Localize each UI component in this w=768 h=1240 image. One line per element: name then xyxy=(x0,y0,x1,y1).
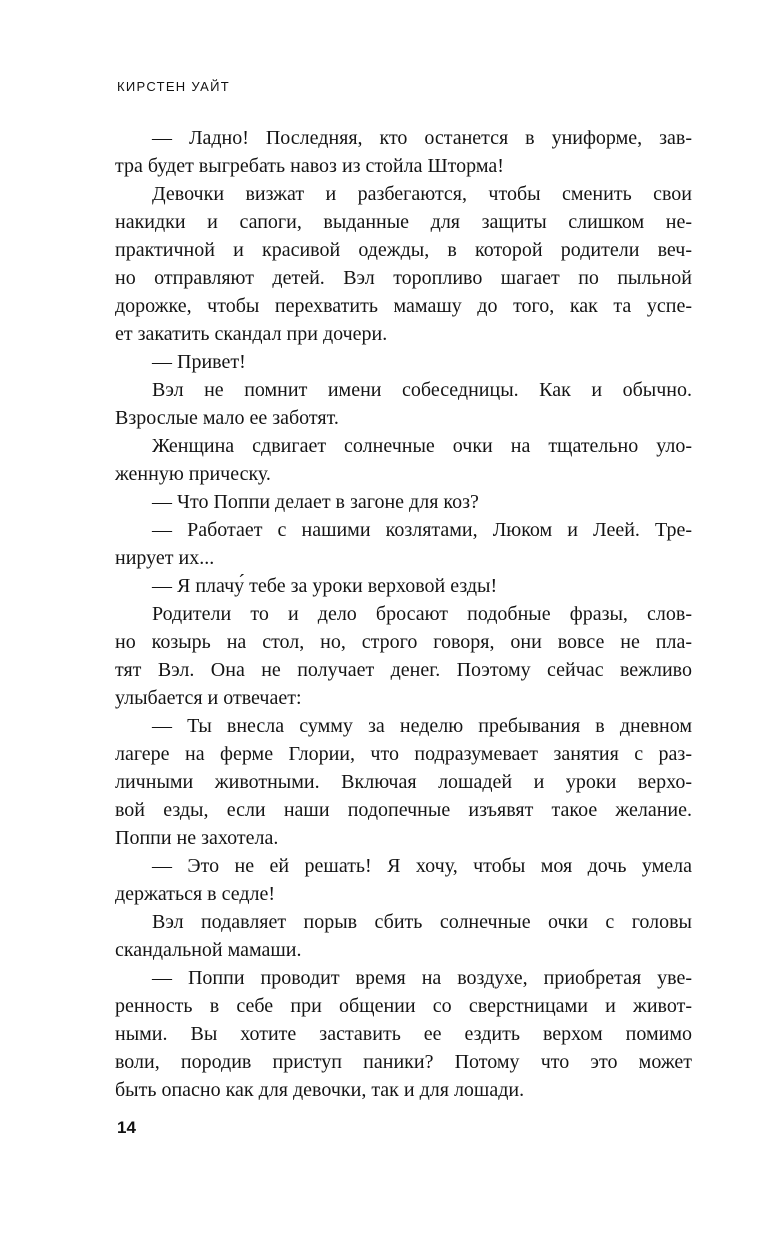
text-line: лагере на ферме Глории, что подразумевает занятия с раз- xyxy=(115,743,692,765)
text-line: — Привет! xyxy=(152,351,246,373)
text-line: — Это не ей решать! Я хочу, чтобы моя дочь умела xyxy=(152,855,692,877)
text-line: но отправляют детей. Вэл торопливо шагает по пыльной xyxy=(115,267,692,289)
text-line: скандальной мамаши. xyxy=(115,939,302,961)
paragraph xyxy=(115,348,692,376)
paragraph xyxy=(115,572,692,600)
paragraph xyxy=(115,712,692,852)
paragraph xyxy=(115,516,692,572)
text-line: нирует их... xyxy=(115,547,215,569)
text-line: Родители то и дело бросают подобные фразы, слов- xyxy=(152,603,692,625)
text-line: Вэл не помнит имени собеседницы. Как и обычно. xyxy=(152,379,692,401)
running-header-author: КИРСТЕН УАЙТ xyxy=(117,79,230,94)
paragraph xyxy=(115,432,692,488)
paragraph xyxy=(115,964,692,1104)
text-line: накидки и сапоги, выданные для защиты слишком не- xyxy=(115,211,692,233)
text-line: держаться в седле! xyxy=(115,883,276,905)
text-line: но козырь на стол, но, строго говоря, они вовсе не пла- xyxy=(115,631,692,653)
text-line: — Я плачу́ тебе за уроки верховой езды! xyxy=(152,575,498,597)
text-line: ренность в себе при общении со сверстницами и живот- xyxy=(115,995,692,1017)
text-line: личными животными. Включая лошадей и уроки верхо- xyxy=(115,771,692,793)
text-line: быть опасно как для девочки, так и для лошади. xyxy=(115,1079,525,1101)
text-line: дорожке, чтобы перехватить мамашу до того, как та успе- xyxy=(115,295,692,317)
text-line: улыбается и отвечает: xyxy=(115,687,302,709)
text-line: вой езды, если наши подопечные изъявят такое желание. xyxy=(115,799,692,821)
text-line: Женщина сдвигает солнечные очки на тщательно уло- xyxy=(152,435,692,457)
text-line: ет закатить скандал при дочери. xyxy=(115,323,388,345)
text-line: Поппи не захотела. xyxy=(115,827,279,849)
text-line: — Поппи проводит время на воздухе, приобретая уве- xyxy=(152,967,692,989)
text-line: Вэл подавляет порыв сбить солнечные очки с головы xyxy=(152,911,692,933)
text-line: тра будет выгребать навоз из стойла Шторма! xyxy=(115,155,504,177)
text-line: — Работает с нашими козлятами, Люком и Леей. Тре- xyxy=(152,519,692,541)
text-line: практичной и красивой одежды, в которой родители веч- xyxy=(115,239,692,261)
text-line: женную прическу. xyxy=(115,463,271,485)
paragraph xyxy=(115,908,692,964)
text-line: ными. Вы хотите заставить ее ездить верхом помимо xyxy=(115,1023,692,1045)
text-line: Взрослые мало ее заботят. xyxy=(115,407,339,429)
paragraph xyxy=(115,180,692,348)
text-line: воли, породив приступ паники? Потому что это может xyxy=(115,1051,692,1073)
text-line: Девочки визжат и разбегаются, чтобы сменить свои xyxy=(152,183,692,205)
text-line: тят Вэл. Она не получает денег. Поэтому сейчас вежливо xyxy=(115,659,692,681)
body-text xyxy=(115,124,692,1104)
paragraph xyxy=(115,488,692,516)
text-line: — Ладно! Последняя, кто останется в униформе, зав- xyxy=(152,127,692,149)
paragraph xyxy=(115,852,692,908)
page-number: 14 xyxy=(117,1118,136,1137)
paragraph xyxy=(115,124,692,180)
paragraph xyxy=(115,376,692,432)
text-line: — Ты внесла сумму за неделю пребывания в дневном xyxy=(152,715,692,737)
paragraph xyxy=(115,600,692,712)
text-line: — Что Поппи делает в загоне для коз? xyxy=(152,491,479,513)
